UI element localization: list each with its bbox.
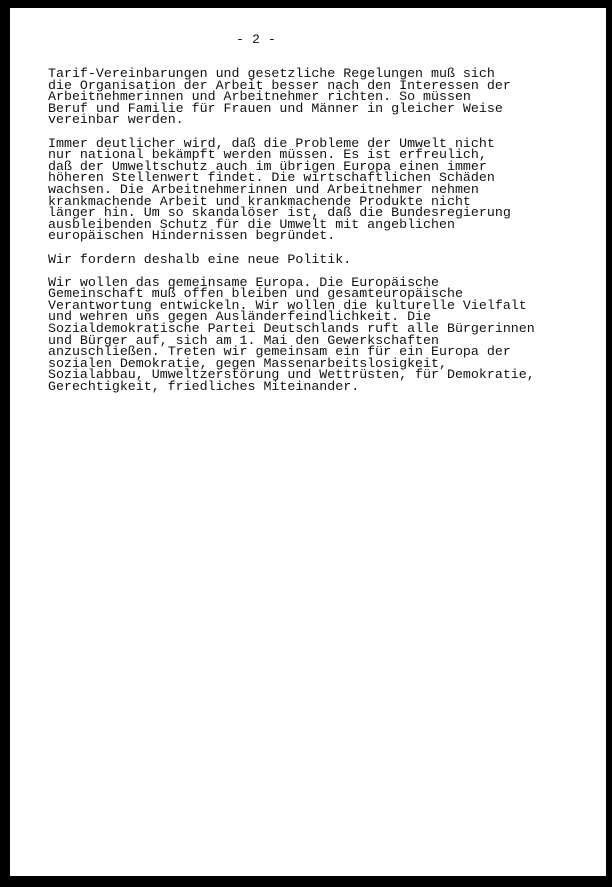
text-line: Beruf und Familie für Frauen und Männer in gleicher Weise (48, 100, 503, 116)
text-line: Sozialabbau, Umweltzerstörung und Wettrüsten, für Demokratie, (48, 367, 535, 383)
body-text (48, 68, 604, 404)
text-line: Arbeitnehmerinnen und Arbeitnehmer richten. So müssen (48, 89, 471, 105)
text-line: die Organisation der Arbeit besser nach den Interessen der (48, 77, 511, 93)
paragraph (48, 135, 604, 244)
text-line: ausbleibenden Schutz für die Umwelt mit angeblichen (48, 216, 455, 232)
text-line: und Bürger auf, sich am 1. Mai den Gewerkschaften (48, 332, 439, 348)
text-line: nur national bekämpft werden müssen. Es ist erfreulich, (48, 147, 487, 163)
paragraph (48, 251, 604, 267)
text-line: Verantwortung entwickeln. Wir wollen die kulturelle Vielfalt (48, 297, 527, 313)
text-line: sozialen Demokratie, gegen Massenarbeitslosigkeit, (48, 355, 447, 371)
page-number: - 2 - (236, 32, 276, 47)
text-line: vereinbar werden. (48, 112, 184, 128)
text-line: Gemeinschaft muß offen bleiben und gesamteuropäische (48, 286, 463, 302)
document-page (10, 8, 606, 876)
text-line: krankmachende Arbeit und krankmachende Produkte nicht (48, 193, 471, 209)
text-line: Wir wollen das gemeinsame Europa. Die Europäische (48, 274, 439, 290)
text-line: anzuschließen. Treten wir gemeinsam ein für ein Europa der (48, 344, 511, 360)
text-line: daß der Umweltschutz auch im übrigen Europa einen immer (48, 158, 487, 174)
paragraph (48, 68, 604, 126)
text-line: länger hin. Um so skandalöser ist, daß die Bundesregierung (48, 205, 511, 221)
text-line: Gerechtigkeit, friedliches Miteinander. (48, 379, 360, 395)
paragraph (48, 274, 604, 395)
text-line: und wehren uns gegen Ausländerfeindlichkeit. Die (48, 309, 432, 325)
text-line: wachsen. Die Arbeitnehmerinnen und Arbeitnehmer nehmen (48, 181, 479, 197)
text-line: Wir fordern deshalb eine neue Politik. (48, 251, 352, 267)
text-line: höheren Stellenwert findet. Die wirtschaftlichen Schäden (48, 170, 495, 186)
text-line: europäischen Hindernissen begründet. (48, 228, 336, 244)
text-line: Tarif-Vereinbarungen und gesetzliche Regelungen muß sich (48, 66, 495, 81)
text-line: Sozialdemokratische Partei Deutschlands ruft alle Bürgerinnen (48, 321, 535, 337)
text-line: Immer deutlicher wird, daß die Probleme der Umwelt nicht (48, 135, 495, 151)
